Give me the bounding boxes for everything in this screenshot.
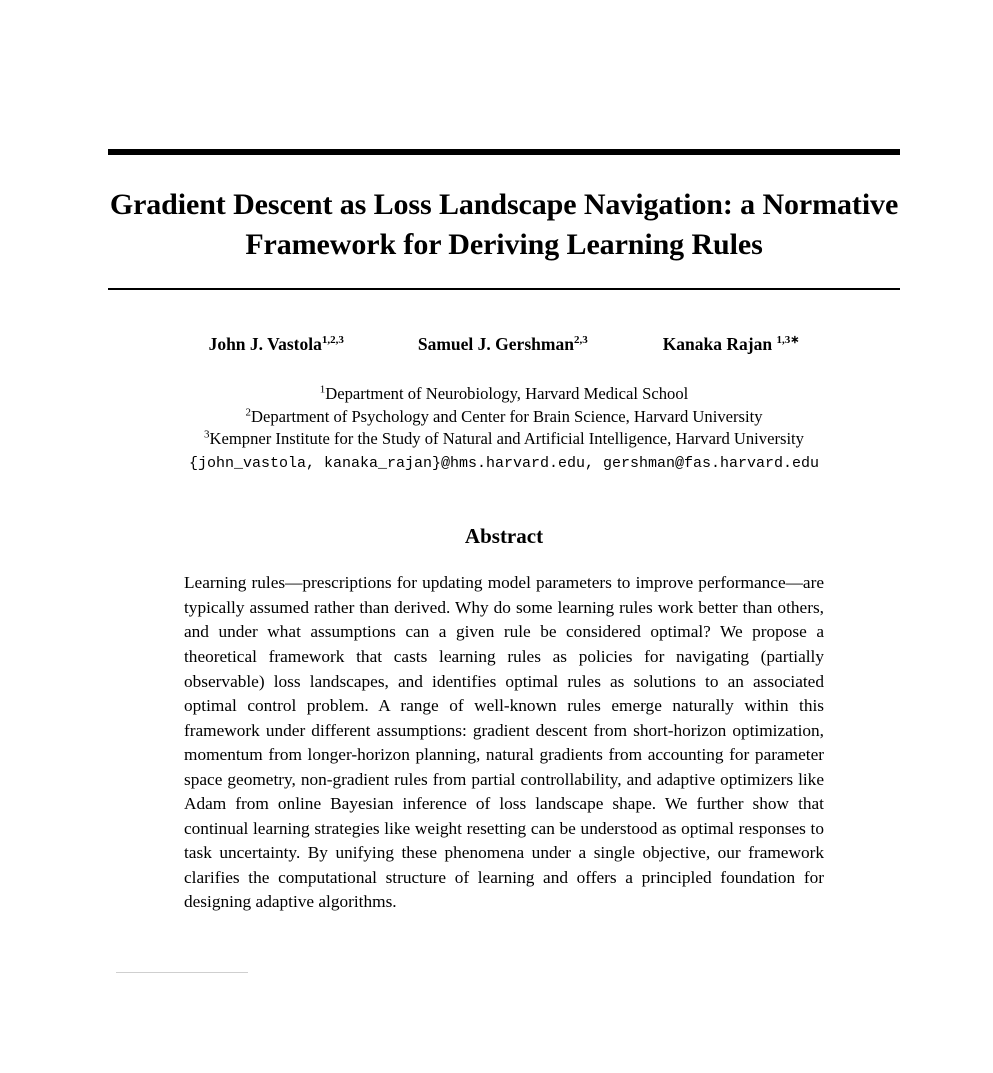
author-2-affil-marker: 2,3 bbox=[573, 334, 588, 347]
paper-content bbox=[108, 0, 900, 915]
author-2-name: Samuel J. Gershman bbox=[417, 334, 574, 355]
affiliation-list bbox=[108, 383, 900, 450]
author-2 bbox=[418, 334, 588, 355]
title-top-rule bbox=[108, 149, 900, 155]
affiliation-3-text: Kempner Institute for the Study of Natural and Artificial Intelligence, Harvard University bbox=[209, 428, 804, 448]
contact-emails bbox=[108, 452, 900, 472]
author-1-affil-marker: 1,2,3 bbox=[321, 334, 344, 347]
affiliation-2-marker: 2 bbox=[245, 406, 251, 419]
contact-emails-text: {john_vastola, kanaka_rajan}@hms.harvard.edu, gershman@fas.harvard.edu bbox=[188, 455, 820, 473]
affiliation-1 bbox=[108, 383, 900, 405]
author-3-affil-marker: 1,3∗ bbox=[776, 334, 800, 347]
author-1 bbox=[209, 334, 344, 355]
affiliation-3 bbox=[108, 428, 900, 450]
author-3-name: Kanaka Rajan bbox=[662, 334, 777, 355]
footnote-separator bbox=[116, 972, 248, 973]
affiliation-1-marker: 1 bbox=[319, 383, 326, 396]
title-bottom-rule bbox=[108, 288, 900, 290]
author-3 bbox=[663, 334, 800, 355]
affiliation-1-text: Department of Neurobiology, Harvard Medical School bbox=[325, 384, 689, 404]
author-1-name: John J. Vastola bbox=[208, 334, 322, 355]
affiliation-2-text: Department of Psychology and Center for Brain Science, Harvard University bbox=[251, 406, 763, 426]
affiliation-2 bbox=[108, 406, 900, 428]
abstract-heading: Abstract bbox=[464, 524, 544, 549]
affiliation-3-marker: 3 bbox=[204, 428, 210, 441]
author-list bbox=[108, 334, 900, 355]
abstract-body: Learning rules—prescriptions for updating model parameters to improve performance—are typically assumed rather than derived. Why do some learning rules work better than others, and under what assumptions can a given rule be considered optimal? We propose a theoretical framework that casts learning rules as policies for navigating (partially observable) loss landscapes, and identifies optimal rules as solutions to an associated optimal control problem. A range of well-known rules emerge naturally within this framework under different assumptions: gradient descent from short-horizon optimization, momentum from longer-horizon planning, natural gradients from accounting for parameter space geometry, non-gradient rules from partial controllability, and adaptive optimizers like Adam from online Bayesian inference of loss landscape shape. We further show that continual learning strategies like weight resetting can be understood as optimal responses to task uncertainty. By unifying these phenomena under a single objective, our framework clarifies the computational structure of learning and offers a principled foundation for designing adaptive algorithms. bbox=[184, 573, 824, 912]
page-title: Gradient Descent as Loss Landscape Navigation: a Normative Framework for Deriving Learning Rules bbox=[109, 188, 899, 261]
